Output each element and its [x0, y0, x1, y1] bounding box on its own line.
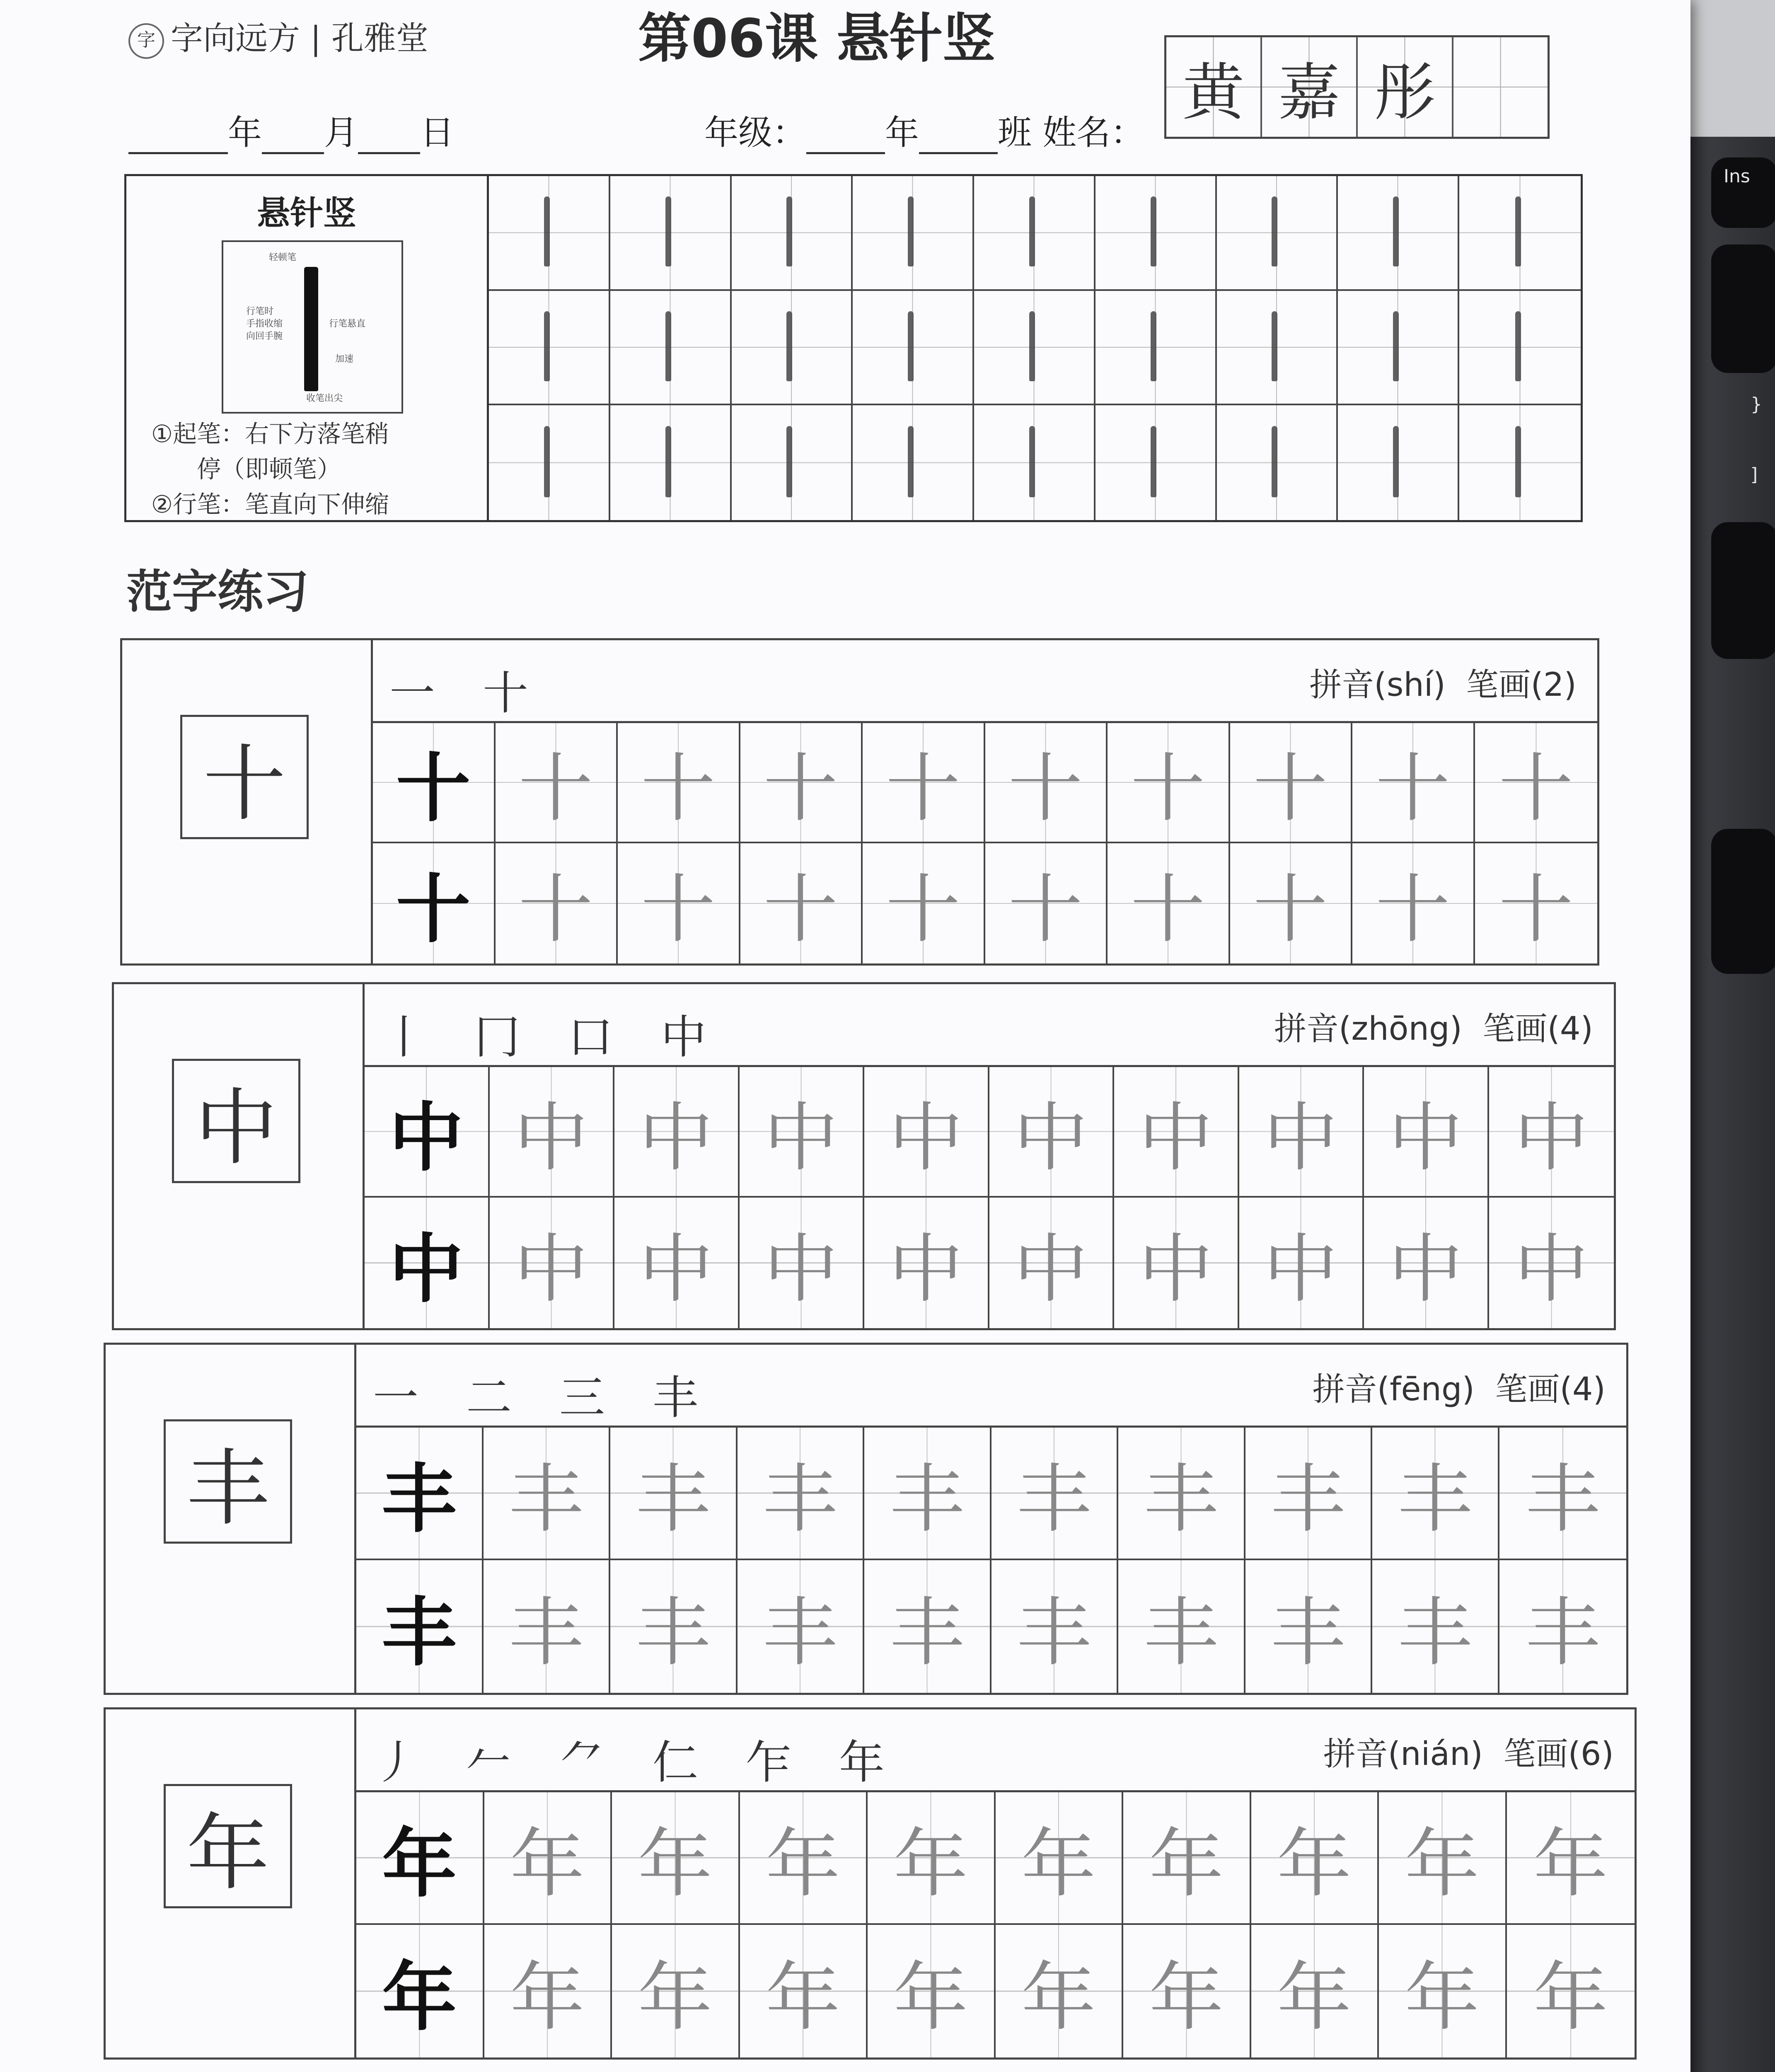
practice-area [373, 640, 1597, 963]
keyboard-key [1711, 829, 1775, 974]
stroke-practice-cell[interactable] [489, 405, 610, 520]
handwritten-character-cell[interactable]: 十 [618, 843, 740, 963]
date-line: 年 月 日 [128, 106, 454, 154]
practice-block [120, 638, 1599, 966]
stroke-order: 一 十 [389, 667, 545, 720]
handwritten-character-cell[interactable]: 丰 [991, 1428, 1119, 1560]
handwritten-character-cell[interactable]: 丰 [864, 1560, 991, 1693]
handwritten-character-cell[interactable]: 中 [989, 1067, 1115, 1198]
handwritten-character-cell[interactable]: 年 [1507, 1925, 1635, 2057]
handwritten-character-cell[interactable]: 丰 [738, 1428, 865, 1560]
handwritten-character-cell[interactable]: 丰 [610, 1428, 738, 1560]
stroke-practice-cell[interactable] [1217, 176, 1338, 291]
stroke-practice-cell[interactable] [1459, 291, 1581, 406]
handwritten-stroke [1029, 311, 1035, 381]
brand-header [128, 12, 428, 59]
stroke-order: 丿 𠂉 ⺈ 仁 乍 年 [373, 1736, 901, 1789]
handwritten-stroke [1272, 311, 1277, 381]
stroke-practice-cell[interactable] [1095, 176, 1217, 291]
handwritten-character-cell[interactable]: 丰 [1499, 1560, 1627, 1693]
handwritten-stroke [908, 426, 914, 497]
handwritten-stroke [665, 426, 671, 497]
stroke-practice-cell[interactable] [1095, 405, 1217, 520]
section-title: 范字练习 [126, 565, 309, 618]
stroke-practice-cell[interactable] [1217, 405, 1338, 520]
handwritten-character-cell[interactable]: 年 [1251, 1792, 1379, 1925]
handwritten-stroke [1515, 426, 1521, 497]
handwritten-character-cell[interactable]: 中 [614, 1198, 740, 1328]
stroke-practice-cell[interactable] [1459, 405, 1581, 520]
handwritten-stroke [1393, 196, 1399, 266]
handwritten-stroke [665, 311, 671, 381]
practice-grid [373, 723, 1597, 963]
handwritten-character-cell[interactable]: 年 [1379, 1792, 1507, 1925]
stroke-practice-cell[interactable] [853, 405, 974, 520]
stroke-practice-cell[interactable] [1459, 176, 1581, 291]
handwritten-character-cell[interactable]: 十 [496, 843, 618, 963]
handwritten-character-cell[interactable]: 年 [1123, 1792, 1251, 1925]
keyboard-key: } [1711, 244, 1775, 373]
handwritten-character-cell[interactable]: 丰 [1118, 1428, 1245, 1560]
stroke-practice-cell[interactable] [732, 176, 853, 291]
handwritten-stroke [1029, 426, 1035, 497]
pinyin-info: 拼音(shí) 笔画(2) [1309, 666, 1577, 704]
handwritten-character-cell[interactable]: 中 [1489, 1198, 1614, 1328]
handwritten-character-cell[interactable]: 十 [985, 723, 1108, 843]
day-blank[interactable] [358, 123, 420, 154]
handwritten-stroke [786, 426, 792, 497]
stroke-title: 悬针竖 [257, 194, 356, 232]
handwritten-character-cell[interactable]: 十 [1230, 723, 1353, 843]
handwritten-stroke [1515, 311, 1521, 381]
handwritten-character-cell[interactable]: 丰 [991, 1560, 1119, 1693]
handwritten-character-cell[interactable]: 中 [1239, 1198, 1364, 1328]
handwritten-character-cell[interactable]: 中 [1239, 1067, 1364, 1198]
stroke-practice-cell[interactable] [610, 405, 732, 520]
handwritten-stroke [1515, 196, 1521, 266]
stroke-note: 停（即顿笔） [197, 455, 341, 483]
practice-block [104, 1343, 1628, 1695]
handwritten-stroke [1029, 196, 1035, 266]
handwritten-stroke [1393, 311, 1399, 381]
stroke-practice-cell[interactable] [974, 291, 1095, 406]
handwritten-character-cell[interactable]: 丰 [1372, 1428, 1499, 1560]
handwritten-character-cell[interactable]: 年 [1123, 1925, 1251, 2057]
practice-header [365, 984, 1614, 1067]
handwritten-character-cell[interactable]: 十 [618, 723, 740, 843]
practice-header [356, 1345, 1626, 1428]
handwritten-character-cell[interactable]: 十 [1352, 843, 1475, 963]
practice-area [365, 984, 1614, 1328]
handwritten-stroke [1151, 311, 1156, 381]
printed-character-cell[interactable]: 丰 [356, 1560, 484, 1693]
name-cell[interactable]: 嘉 [1262, 37, 1358, 137]
stroke-practice-cell[interactable] [1338, 405, 1459, 520]
stroke-sample [304, 267, 318, 391]
handwritten-character-cell[interactable]: 中 [1114, 1067, 1239, 1198]
lesson-title: 第06课 悬针竖 [638, 8, 996, 70]
stroke-practice-cell[interactable] [732, 405, 853, 520]
laptop-panel [1682, 0, 1775, 137]
handwritten-character-cell[interactable]: 丰 [1499, 1428, 1627, 1560]
handwritten-character-cell[interactable]: 中 [1114, 1198, 1239, 1328]
handwritten-character-cell[interactable]: 十 [1230, 843, 1353, 963]
handwritten-character-cell[interactable]: 丰 [484, 1560, 611, 1693]
printed-character-cell[interactable]: 年 [356, 1792, 484, 1925]
name-cell[interactable]: 黄 [1166, 37, 1262, 137]
handwritten-character-cell[interactable]: 中 [490, 1067, 615, 1198]
handwritten-stroke [544, 311, 550, 381]
handwritten-character-cell[interactable]: 年 [996, 1925, 1124, 2057]
handwritten-character-cell[interactable]: 年 [484, 1792, 612, 1925]
handwritten-stroke [544, 196, 550, 266]
printed-character-cell[interactable]: 十 [373, 843, 496, 963]
stroke-practice-cell[interactable] [1338, 176, 1459, 291]
handwritten-character-cell[interactable]: 丰 [1372, 1560, 1499, 1693]
name-box[interactable] [1164, 35, 1550, 139]
keyboard-key: Ins [1711, 157, 1775, 228]
grade-blank[interactable] [806, 123, 885, 154]
handwritten-character-cell[interactable]: 十 [985, 843, 1108, 963]
printed-character-cell[interactable]: 丰 [356, 1428, 484, 1560]
handwritten-stroke [786, 311, 792, 381]
printed-character-cell[interactable]: 中 [365, 1067, 490, 1198]
stroke-practice-cell[interactable] [974, 176, 1095, 291]
model-character: 中 [172, 1059, 300, 1183]
handwritten-stroke [665, 196, 671, 266]
practice-block [112, 982, 1616, 1330]
handwritten-character-cell[interactable]: 年 [1251, 1925, 1379, 2057]
handwritten-character-cell[interactable]: 中 [1364, 1067, 1489, 1198]
handwritten-character-cell[interactable]: 十 [1475, 723, 1598, 843]
brand-logo-icon: 字 [128, 23, 164, 59]
stroke-practice-cell[interactable] [974, 405, 1095, 520]
handwritten-character-cell[interactable]: 丰 [738, 1560, 865, 1693]
stroke-guide [126, 176, 489, 520]
stroke-order: 丨 冂 口 中 [381, 1011, 723, 1064]
handwritten-stroke [1151, 426, 1156, 497]
stroke-diagram: 轻顿笔 行笔时 手指收缩 向回手腕 行笔悬直 加速 收笔出尖 [222, 240, 403, 414]
handwritten-character-cell[interactable]: 十 [740, 723, 863, 843]
handwritten-character-cell[interactable]: 丰 [610, 1560, 738, 1693]
month-blank[interactable] [262, 123, 324, 154]
handwritten-character-cell[interactable]: 十 [863, 723, 985, 843]
handwritten-character-cell[interactable]: 十 [740, 843, 863, 963]
stroke-practice-cell[interactable] [489, 291, 610, 406]
pinyin-info: 拼音(zhōng) 笔画(4) [1274, 1010, 1593, 1048]
handwritten-character-cell[interactable]: 中 [740, 1067, 865, 1198]
class-blank[interactable] [919, 123, 998, 154]
model-panel [114, 984, 365, 1328]
handwritten-character-cell[interactable]: 中 [1364, 1198, 1489, 1328]
stroke-practice-cell[interactable] [853, 176, 974, 291]
stroke-practice-cell[interactable] [853, 291, 974, 406]
practice-grid [356, 1428, 1626, 1693]
handwritten-stroke [908, 196, 914, 266]
pinyin-info: 拼音(fēng) 笔画(4) [1312, 1371, 1606, 1408]
model-character: 年 [164, 1784, 292, 1908]
stroke-order: 一 二 三 丰 [373, 1371, 715, 1424]
handwritten-character-cell[interactable]: 中 [490, 1198, 615, 1328]
handwritten-character-cell[interactable]: 十 [1108, 843, 1230, 963]
practice-area [356, 1345, 1626, 1693]
practice-header [356, 1709, 1635, 1792]
stroke-practice-grid [489, 176, 1581, 520]
handwritten-character-cell[interactable]: 丰 [1118, 1560, 1245, 1693]
handwritten-stroke [1151, 196, 1156, 266]
stroke-practice-panel [124, 174, 1583, 522]
year-blank[interactable] [128, 123, 228, 154]
practice-header [373, 640, 1597, 723]
model-character: 丰 [164, 1419, 292, 1544]
handwritten-character-cell[interactable]: 十 [496, 723, 618, 843]
handwritten-character-cell[interactable]: 年 [1507, 1792, 1635, 1925]
name-cell[interactable] [1453, 37, 1548, 137]
handwritten-character-cell[interactable]: 丰 [1245, 1560, 1373, 1693]
practice-grid [365, 1067, 1614, 1328]
handwritten-stroke [908, 311, 914, 381]
stroke-practice-cell[interactable] [1095, 291, 1217, 406]
handwritten-stroke [1393, 426, 1399, 497]
handwritten-character-cell[interactable]: 年 [612, 1792, 740, 1925]
practice-grid [356, 1792, 1635, 2057]
handwritten-character-cell[interactable]: 中 [614, 1067, 740, 1198]
pinyin-info: 拼音(nián) 笔画(6) [1323, 1736, 1614, 1773]
practice-area [356, 1709, 1635, 2057]
handwritten-character-cell[interactable]: 丰 [1245, 1428, 1373, 1560]
handwritten-character-cell[interactable]: 年 [996, 1792, 1124, 1925]
handwritten-stroke [1272, 196, 1277, 266]
stroke-note: ②行笔：笔直向下伸缩 [151, 490, 389, 518]
handwritten-character-cell[interactable]: 年 [868, 1925, 996, 2057]
printed-character-cell[interactable]: 中 [365, 1198, 490, 1328]
handwritten-character-cell[interactable]: 年 [740, 1925, 868, 2057]
stroke-practice-cell[interactable] [732, 291, 853, 406]
practice-block [104, 1707, 1637, 2060]
handwritten-character-cell[interactable]: 丰 [864, 1428, 991, 1560]
stroke-practice-cell[interactable] [1217, 291, 1338, 406]
handwritten-character-cell[interactable]: 十 [1475, 843, 1598, 963]
grade-line: 年级： 年 班 姓名： [704, 106, 1144, 154]
handwritten-stroke [544, 426, 550, 497]
handwritten-stroke [1272, 426, 1277, 497]
handwritten-character-cell[interactable]: 中 [1489, 1067, 1614, 1198]
handwritten-character-cell[interactable]: 年 [868, 1792, 996, 1925]
printed-character-cell[interactable]: 十 [373, 723, 496, 843]
handwritten-character-cell[interactable]: 中 [989, 1198, 1115, 1328]
handwritten-character-cell[interactable]: 年 [484, 1925, 612, 2057]
stroke-practice-cell[interactable] [1338, 291, 1459, 406]
name-cell[interactable]: 彤 [1358, 37, 1453, 137]
model-panel [122, 640, 373, 963]
handwritten-character-cell[interactable]: 十 [1352, 723, 1475, 843]
stroke-practice-cell[interactable] [489, 176, 610, 291]
keyboard-key: ] [1711, 522, 1775, 659]
stroke-practice-cell[interactable] [610, 291, 732, 406]
handwritten-character-cell[interactable]: 年 [612, 1925, 740, 2057]
handwritten-character-cell[interactable]: 中 [864, 1198, 989, 1328]
stroke-note: ①起笔：右下方落笔稍 [151, 420, 389, 448]
handwritten-character-cell[interactable]: 中 [864, 1067, 989, 1198]
handwritten-character-cell[interactable]: 年 [1379, 1925, 1507, 2057]
printed-character-cell[interactable]: 年 [356, 1925, 484, 2057]
model-character: 十 [180, 715, 309, 839]
stroke-practice-cell[interactable] [610, 176, 732, 291]
brand-text: 字向远方 | 孔雅堂 [171, 20, 428, 57]
model-panel [106, 1709, 356, 2057]
handwritten-character-cell[interactable]: 十 [863, 843, 985, 963]
handwritten-character-cell[interactable]: 十 [1108, 723, 1230, 843]
handwritten-character-cell[interactable]: 中 [740, 1198, 865, 1328]
handwritten-character-cell[interactable]: 丰 [484, 1428, 611, 1560]
model-panel [106, 1345, 356, 1693]
handwritten-stroke [786, 196, 792, 266]
handwritten-character-cell[interactable]: 年 [740, 1792, 868, 1925]
